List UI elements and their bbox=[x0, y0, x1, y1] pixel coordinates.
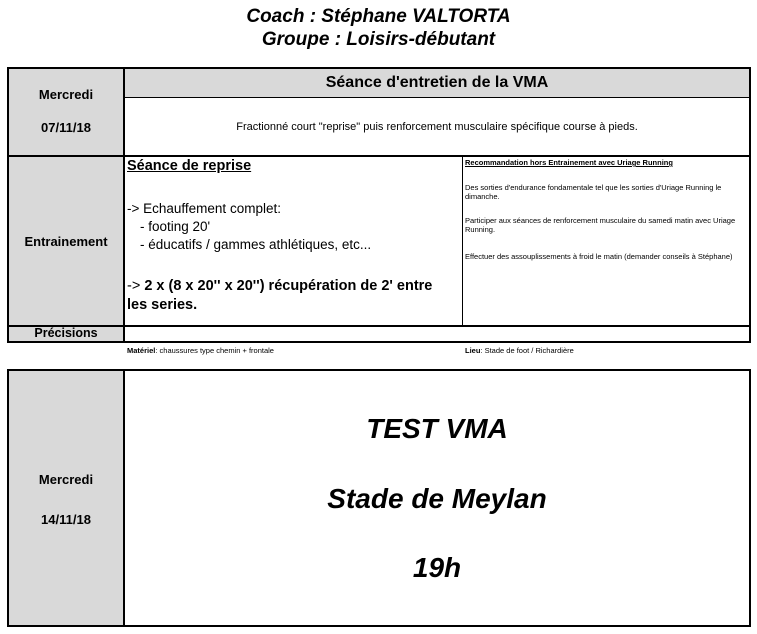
warmup-line: -> Echauffement complet: bbox=[127, 201, 281, 216]
lieu-value: : Stade de foot / Richardière bbox=[480, 346, 574, 355]
entrainement-label: Entrainement bbox=[24, 234, 108, 249]
recommendation-cell bbox=[465, 157, 749, 325]
session1-day-cell bbox=[9, 69, 123, 155]
warmup-item-educatifs: - éducatifs / gammes athlétiques, etc... bbox=[140, 237, 372, 252]
session2-line-time: 19h bbox=[412, 552, 462, 583]
session2-line-location: Stade de Meylan bbox=[327, 483, 547, 514]
materiel-label: Matériel bbox=[127, 346, 156, 355]
session1-description: Fractionné court "reprise" puis renforcement musculaire spécifique course à pieds. bbox=[236, 120, 638, 133]
main-set bbox=[127, 277, 447, 315]
main-set-prefix: -> bbox=[127, 278, 141, 294]
warmup-item-footing: - footing 20' bbox=[140, 219, 211, 234]
coach-title: Coach : Stéphane VALTORTA bbox=[246, 6, 511, 27]
workout-heading: Séance de reprise bbox=[127, 158, 252, 174]
lieu-line bbox=[465, 346, 574, 355]
group-title: Groupe : Loisirs-débutant bbox=[261, 29, 496, 50]
recommendation-p3: Effectuer des assouplissements à froid le matin (demander conseils à Stéphane) bbox=[465, 252, 733, 261]
session2-date: 14/11/18 bbox=[41, 512, 91, 527]
session1-date: 07/11/18 bbox=[41, 120, 91, 135]
lieu-label: Lieu bbox=[465, 346, 481, 355]
recommendation-p2: Participer aux séances de renforcement musculaire du samedi matin avec Uriage Running. bbox=[465, 216, 736, 234]
session2-day-cell bbox=[9, 371, 123, 625]
main-set-text: 2 x (8 x 20'' x 20'') récupération de 2' entre les series. bbox=[127, 278, 433, 313]
session2-line-test-vma: TEST VMA bbox=[366, 413, 508, 444]
materiel-line bbox=[127, 346, 274, 355]
workout-cell bbox=[127, 157, 460, 325]
session2-day: Mercredi bbox=[38, 472, 94, 487]
session1-day: Mercredi bbox=[38, 87, 94, 102]
precisions-label: Précisions bbox=[34, 326, 98, 340]
recommendation-p1: Des sorties d'endurance fondamentale tel que les sorties d'Uriage Running le dimanche. bbox=[465, 183, 722, 201]
session1-title: Séance d'entretien de la VMA bbox=[325, 74, 549, 91]
materiel-value: : chaussures type chemin + frontale bbox=[155, 346, 274, 355]
recommendation-heading: Recommandation hors Entrainement avec Uriage Running bbox=[465, 158, 673, 167]
